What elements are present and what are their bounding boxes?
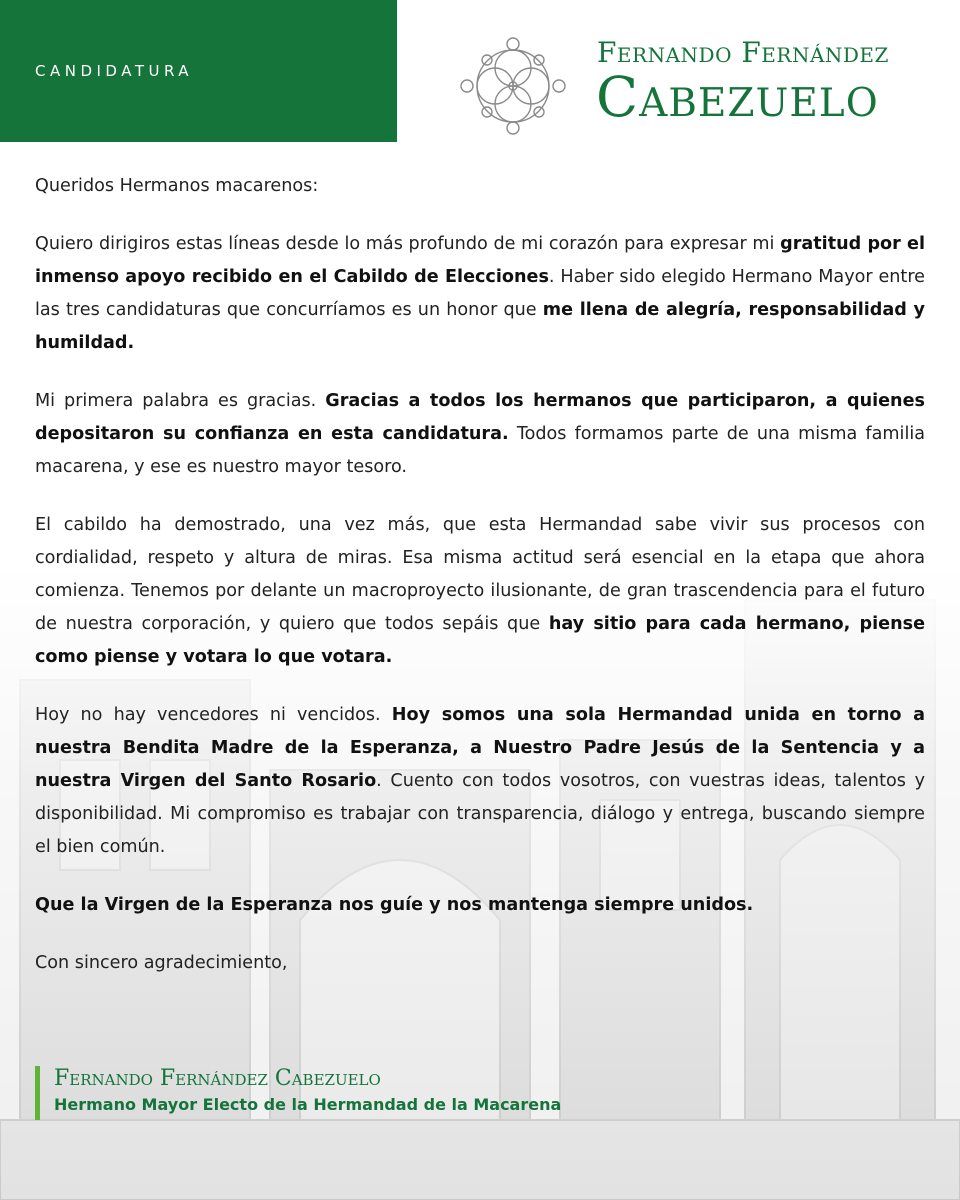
paragraph-text: . Haber sido elegido Hermano Mayor entre las tres candidaturas que concurríamos es un honor que [35,267,925,320]
paragraph-bold: me llena de alegría, responsabilidad y humildad. [35,300,925,353]
paragraph-bold: hay sitio para cada hermano, piense como piense y votara lo que votara. [35,614,925,667]
paragraph-unity [35,699,925,864]
closing: Con sincero agradecimiento, [35,953,288,973]
flower-of-circles-emblem-icon [454,30,572,142]
candidatura-banner [0,0,397,142]
paragraph-text: Quiero dirigiros estas líneas desde lo más profundo de mi corazón para expresar mi [35,234,781,254]
header [0,0,960,142]
paragraph-bold: Gracias a todos los hermanos que participaron, a quienes depositaron su confianza en esta candidatura. [35,391,925,444]
paragraph-text: Todos formamos parte de una misma familia macarena, y ese es nuestro mayor tesoro. [35,424,925,477]
signature-block [35,1066,735,1120]
paragraph-text: El cabildo ha demostrado, una vez más, que esta Hermandad sabe vivir sus procesos con cordialidad, respeto y altura de miras. Esa misma actitud será esencial en la etapa que ahora comienza. Tenemos por delante un macroproyecto ilusionante, de gran trascendencia para el futuro de nuestra corporación, y quiero que todos sepáis que [35,515,925,634]
paragraph-cabildo [35,509,925,674]
logo-name: Fernando Fernández [597,36,889,69]
paragraph-thanks [35,385,925,484]
banner-label: CANDIDATURA [35,62,194,80]
paragraph-bold: gratitud por el inmenso apoyo recibido en el Cabildo de Elecciones [35,234,925,287]
paragraph-bold: Hoy somos una sola Hermandad unida en torno a nuestra Bendita Madre de la Esperanza, a Nuestro Padre Jesús de la Sentencia y a nuestra Virgen del Santo Rosario [35,705,925,791]
logo-surname: Cabezuelo [596,65,879,129]
paragraph-prayer [35,889,925,922]
paragraph-text: Hoy no hay vencedores ni vencidos. [35,705,392,725]
signature-name: Fernando Fernández Cabezuelo [54,1066,381,1091]
paragraph-text: Mi primera palabra es gracias. [35,391,326,411]
paragraph-bold: Que la Virgen de la Esperanza nos guíe y nos mantenga siempre unidos. [35,895,754,915]
salutation: Queridos Hermanos macarenos: [35,176,319,196]
letter-body [35,170,925,1005]
paragraph-gratitude [35,228,925,360]
signature-role: Hermano Mayor Electo de la Hermandad de la Macarena [54,1095,562,1114]
paragraph-text: . Cuento con todos vosotros, con vuestras ideas, talentos y disponibilidad. Mi compromiso es trabajar con transparencia, diálogo y entrega, buscando siempre el bien común. [35,771,925,857]
